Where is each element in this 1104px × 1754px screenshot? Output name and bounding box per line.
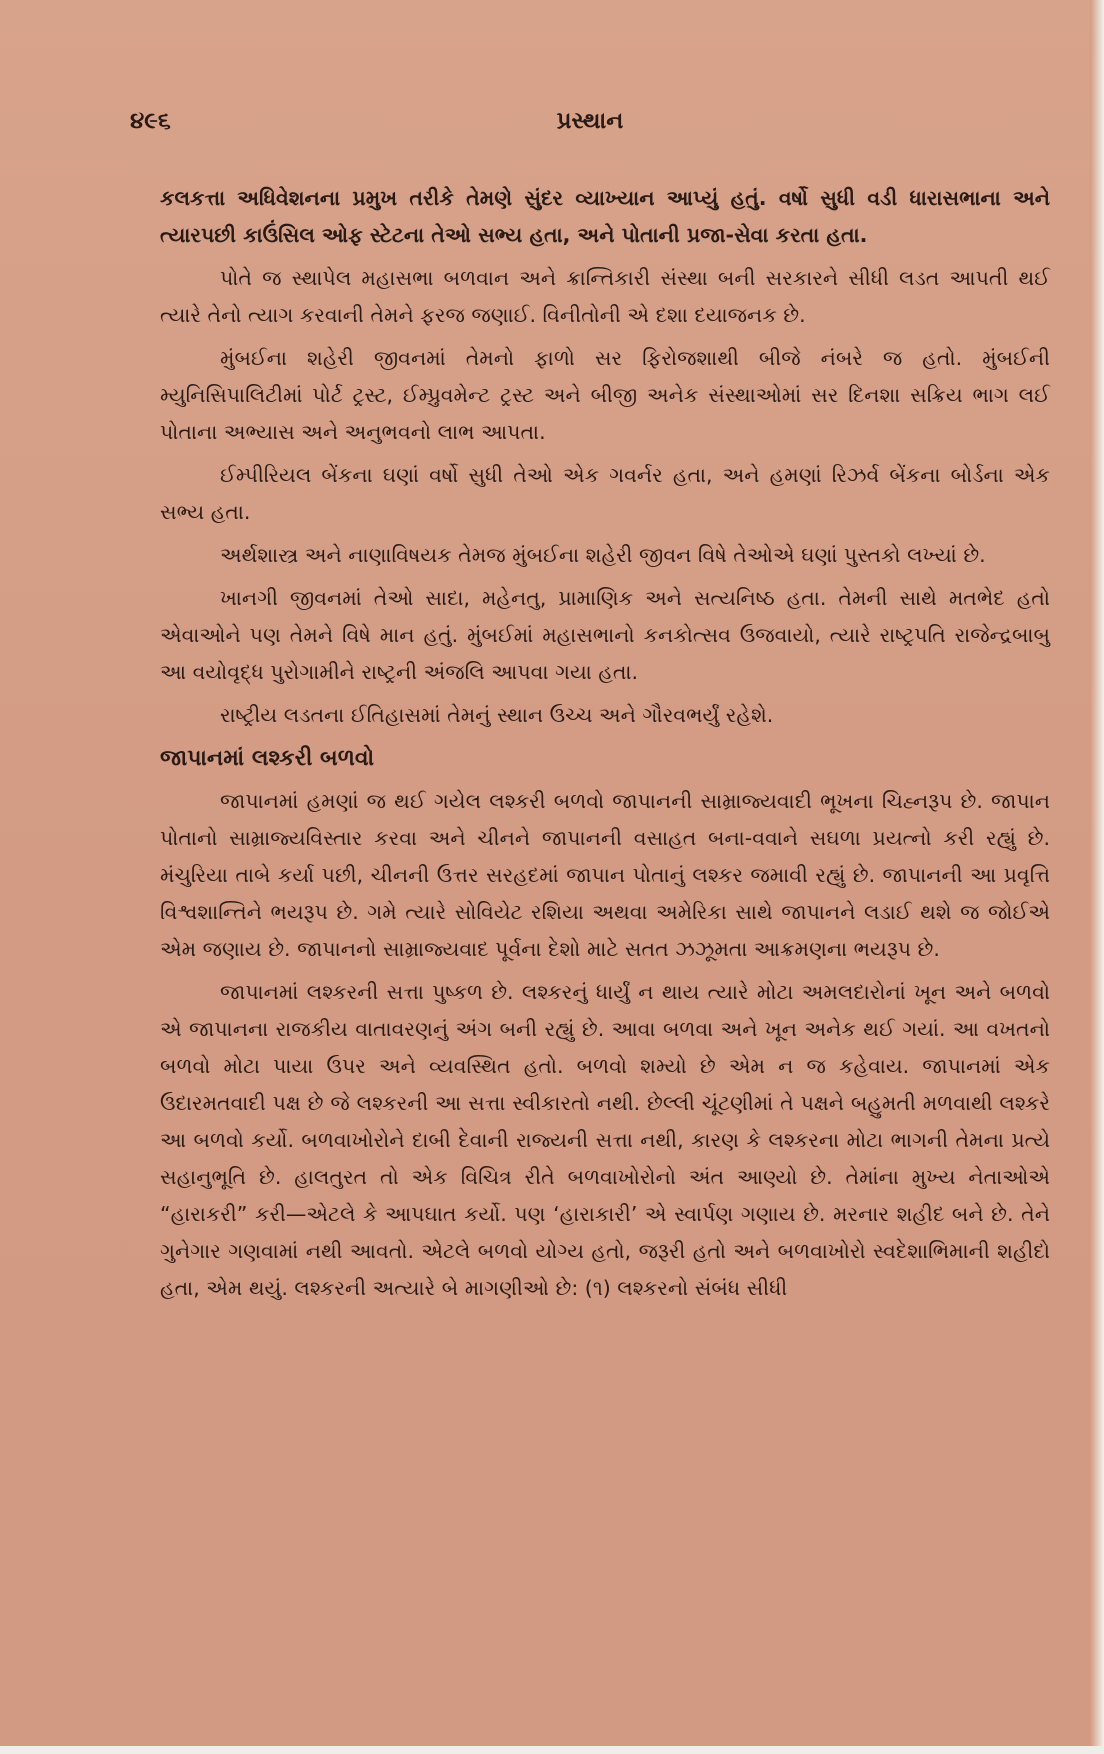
paragraph: પોતે જ સ્થાપેલ મહાસભા બળવાન અને ક્રાન્તિકારી સંસ્થા બની સરકારને સીધી લડત આપતી થઈ ત્યારે તેનો ત્યાગ કરવાની તેમને ફરજ જણાઈ. વિનીતોની એ દશા દયાજનક છે.: [160, 266, 1050, 327]
page-edge-bottom: [0, 1746, 1104, 1754]
page-edge: [1090, 0, 1104, 1754]
paragraph: જાપાનમાં લશ્કરની સત્તા પુષ્કળ છે. લશ્કરનું ધાર્યું ન થાય ત્યારે મોટા અમલદારોનાં ખૂન અને બળવો એ જાપાનના રાજકીય વાતાવરણનું અંગ બની રહ્યું છે. આવા બળવા અને ખૂન અનેક થઈ ગયાં. આ વખતનો બળવો મોટા પાયા ઉપર અને વ્યવસ્થિત હતો. બળવો શમ્યો છે એમ ન જ કહેવાય. જાપાનમાં એક ઉદારમતવાદી પક્ષ છે જે લશ્કરની આ સત્તા સ્વીકારતો નથી. છેલ્લી ચૂંટણીમાં તે પક્ષને બહુમતી મળવાથી લશ્કરે આ બળવો કર્યો. બળવાખોરોને દાબી દેવાની રાજ્યની સત્તા નથી, કારણ કે લશ્કરના મોટા ભાગની તેમના પ્રત્યે સહાનુભૂતિ છે. હાલતુરત તો એક વિચિત્ર રીતે બળવાખોરોનો અંત આણ્યો છે. તેમાંના મુખ્ય નેતાઓએ “હારાકરી” કરી—એટલે કે આપઘાત કર્યો. પણ ‘હારાકારી’ એ સ્વાર્પણ ગણાય છે. મરનાર શહીદ બને છે. તેને ગુનેગાર ગણવામાં નથી આવતો. એટલે બળવો યોગ્ય હતો, જરૂરી હતો અને બળવાખોરો સ્વદેશાભિમાની શહીદો હતા, એમ થયું. લશ્કરની અત્યારે બે માગણીઓ છે: (૧) લશ્કરનો સંબંધ સીધી: [160, 980, 1050, 1300]
paragraph: ઈમ્પીરિયલ બેંકના ઘણાં વર્ષો સુધી તેઓ એક ગવર્નર હતા, અને હમણાં રિઝર્વ બેંકના બોર્ડના એક સભ્ય હતા.: [160, 463, 1050, 524]
paragraph: ખાનગી જીવનમાં તેઓ સાદા, મહેનતુ, પ્રામાણિક અને સત્યનિષ્ઠ હતા. તેમની સાથે મતભેદ હતો એવાઓને પણ તેમને વિષે માન હતું. મુંબઈમાં મહાસભાનો કનકોત્સવ ઉજવાયો, ત્યારે રાષ્ટ્રપતિ રાજેન્દ્રબાબુ આ વયોવૃદ્ધ પુરોગામીને રાષ્ટ્રની અંજલિ આપવા ગયા હતા.: [160, 586, 1050, 684]
page-number: ૪૯૬: [130, 108, 171, 134]
paragraph: અર્થશાસ્ત્ર અને નાણાવિષયક તેમજ મુંબઈના શહેરી જીવન વિષે તેઓએ ઘણાં પુસ્તકો લખ્યાં છે.: [220, 543, 986, 567]
paragraph: જાપાનમાં હમણાં જ થઈ ગયેલ લશ્કરી બળવો જાપાનની સામ્રાજ્યવાદી ભૂખના ચિહ્નરૂપ છે. જાપાન પોતાનો સામ્રાજ્યવિસ્તાર કરવા અને ચીનને જાપાનની વસાહત બના-વવાને સઘળા પ્રયત્નો કરી રહ્યું છે. મંચુરિયા તાબે કર્યા પછી, ચીનની ઉત્તર સરહદમાં જાપાન પોતાનું લશ્કર જમાવી રહ્યું છે. જાપાનની આ પ્રવૃત્તિ વિશ્વશાન્તિને ભયરૂપ છે. ગમે ત્યારે સોવિયેટ રશિયા અથવા અમેરિકા સાથે જાપાનને લડાઈ થશે જ જોઈએ એમ જણાય છે. જાપાનનો સામ્રાજ્યવાદ પૂર્વના દેશો માટે સતત ઝઝૂમતા આક્રમણના ભયરૂપ છે.: [160, 789, 1050, 961]
page-header: [130, 108, 1050, 148]
paragraph: મુંબઈના શહેરી જીવનમાં તેમનો ફાળો સર ફિરોજશાથી બીજે નંબરે જ હતો. મુંબઈની મ્યુનિસિપાલિટીમાં પોર્ટ ટ્રસ્ટ, ઈમ્પ્રુવમેન્ટ ટ્રસ્ટ અને બીજી અનેક સંસ્થાઓમાં સર દિનશા સક્રિય ભાગ લઈ પોતાના અભ્યાસ અને અનુભવનો લાભ આપતા.: [160, 346, 1050, 444]
paragraph: કલકત્તા અધિવેશનના પ્રમુખ તરીકે તેમણે સુંદર વ્યાખ્યાન આપ્યું હતું. વર્ષો સુધી વડી ધારાસભાના અને ત્યારપછી કાઉંસિલ ઓફ સ્ટેટના તેઓ સભ્ય હતા, અને પોતાની પ્રજા-સેવા કરતા હતા.: [160, 186, 1050, 247]
section-heading: જાપાનમાં લશ્કરી બળવો: [160, 746, 375, 771]
running-head-title: પ્રસ્થાન: [556, 108, 624, 134]
paragraph: રાષ્ટ્રીય લડતના ઈતિહાસમાં તેમનું સ્થાન ઉચ્ચ અને ગૌરવભર્યું રહેશે.: [220, 703, 774, 727]
article-body: [160, 180, 1050, 1313]
